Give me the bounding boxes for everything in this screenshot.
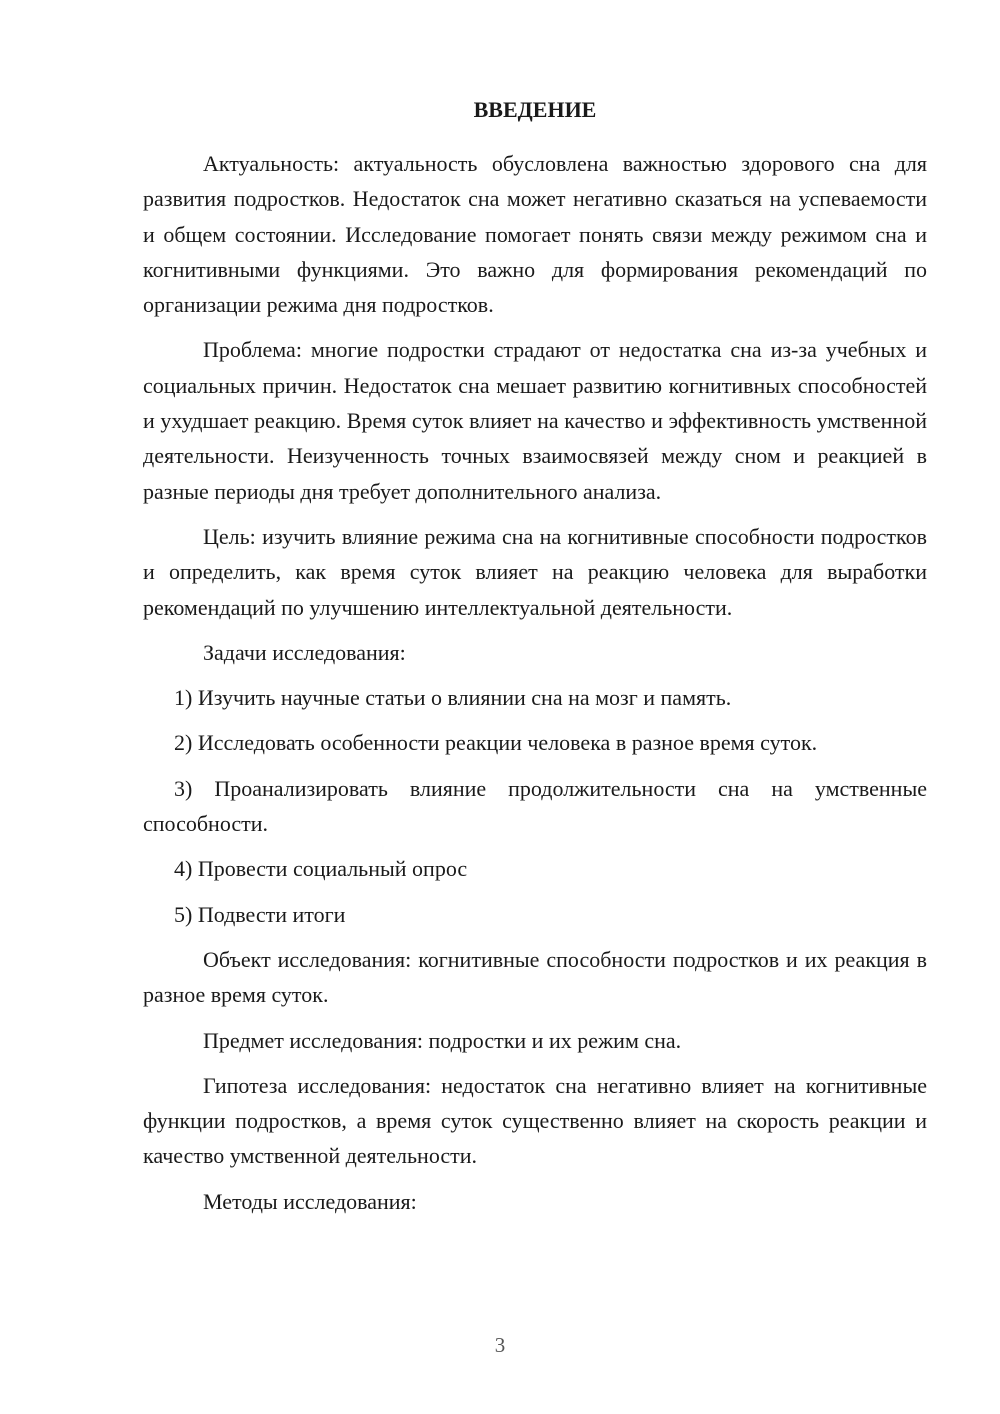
paragraph-problem: Проблема: многие подростки страдают от недостатка сна из-за учебных и социальных причин. Недостаток сна мешает развитию когнитивных способностей и ухудшает реакцию. Время суток влияет на качество и эффективность умственной деятельности. Неизученность точных взаимосвязей между сном и реакцией в разные периоды дня требует дополнительного анализа. [143,337,927,504]
page-number: 3 [494,1333,506,1357]
methods-heading: Методы исследования: [203,1188,417,1214]
task-item-3: 3) Проанализировать влияние продолжительности сна на умственные способности. [143,775,927,837]
task-item-5: 5) Подвести итоги [174,901,346,927]
paragraph-goal: Цель: изучить влияние режима сна на когнитивные способности подростков и определить, как время суток влияет на реакцию человека для выработки рекомендаций по улучшению интеллектуальной деятельности. [143,523,927,620]
paragraph-object: Объект исследования: когнитивные способности подростков и их реакция в разное время суток. [143,946,927,1008]
paragraph-relevance: Актуальность: актуальность обусловлена важностью здорового сна для развития подростков. Недостаток сна может негативно сказаться на успеваемости и общем состоянии. Исследование помогает понять связи между режимом сна и когнитивными функциями. Это важно для формирования рекомендаций по организации режима дня подростков. [143,151,927,318]
task-item-4: 4) Провести социальный опрос [174,856,468,882]
tasks-heading: Задачи исследования: [203,639,406,665]
task-item-2: 2) Исследовать особенности реакции человека в разное время суток. [174,730,818,756]
paragraph-hypothesis: Гипотеза исследования: недостаток сна негативно влияет на когнитивные функции подростков, а время суток существенно влияет на скорость реакции и качество умственной деятельности. [143,1072,927,1169]
paragraph-subject: Предмет исследования: подростки и их режим сна. [203,1027,682,1053]
page-title: ВВЕДЕНИЕ [473,97,597,122]
document-page [143,92,927,1229]
task-item-1: 1) Изучить научные статьи о влиянии сна на мозг и память. [174,685,732,711]
